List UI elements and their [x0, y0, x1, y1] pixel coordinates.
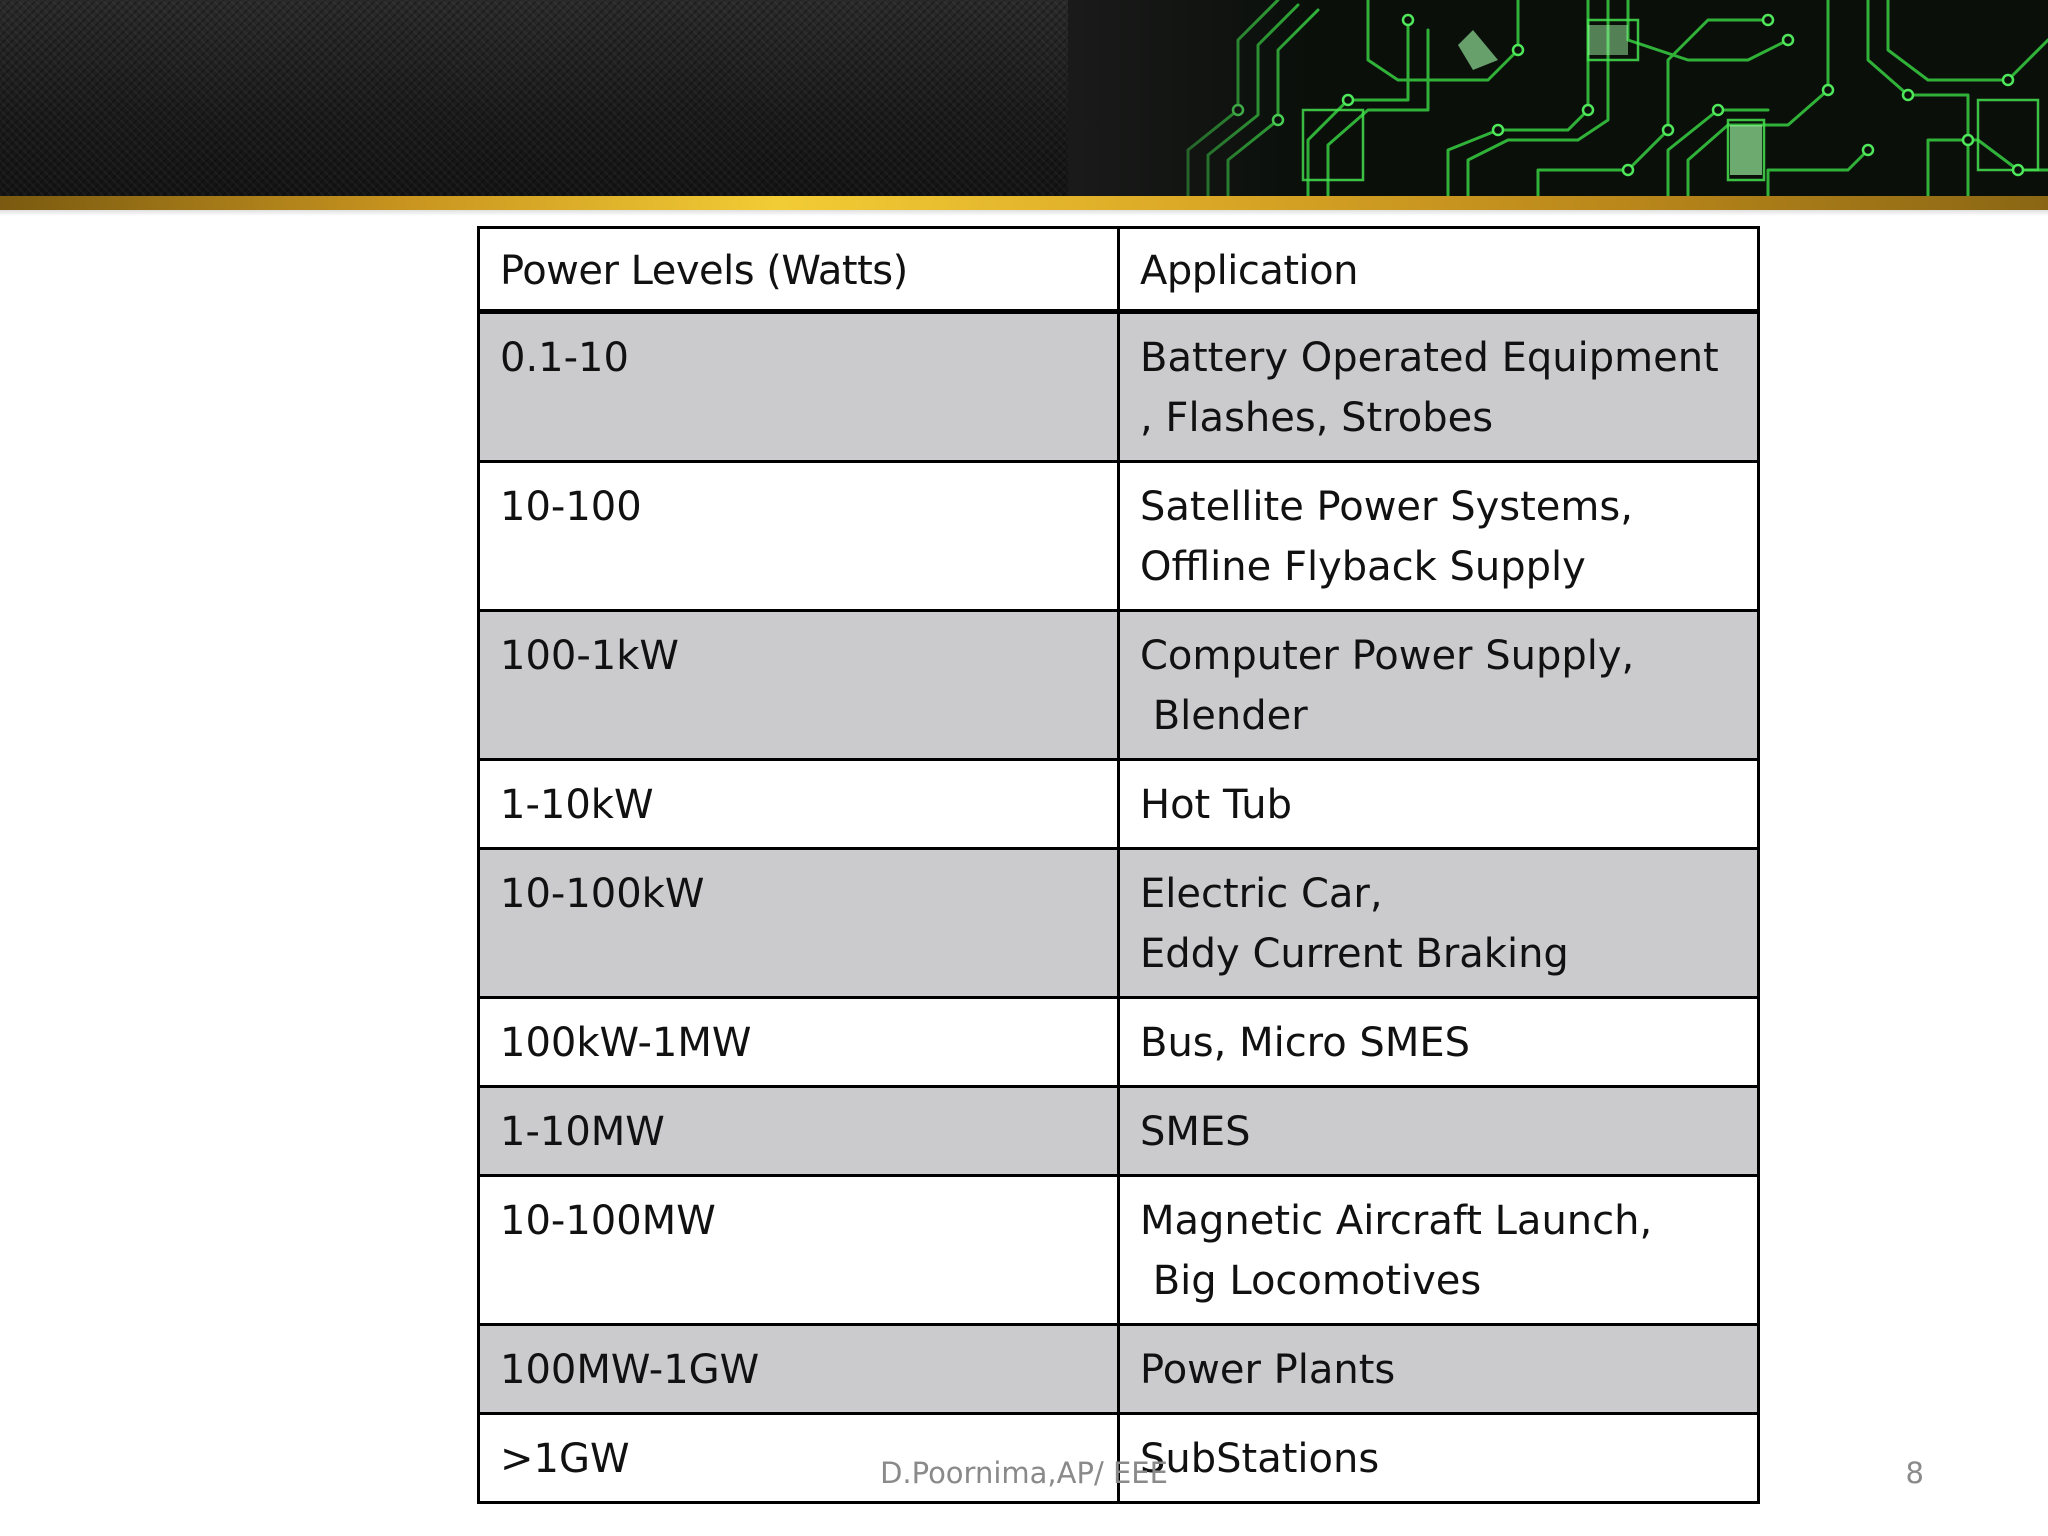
table-row [479, 611, 1759, 760]
application-line: SMES [1140, 1109, 1251, 1155]
application-cell [1119, 462, 1759, 611]
table-row [479, 312, 1759, 462]
application-line: Big Locomotives [1140, 1258, 1482, 1304]
application-line: Satellite Power Systems, [1140, 484, 1633, 530]
application-cell [1119, 1325, 1759, 1414]
application-line: SubStations [1140, 1436, 1380, 1482]
application-line: , Flashes, Strobes [1140, 395, 1494, 441]
table-header-row [479, 228, 1759, 312]
application-cell [1119, 1176, 1759, 1325]
header-banner [0, 0, 2048, 196]
power-level-cell: 0.1-10 [479, 312, 1119, 462]
application-line: Offline Flyback Supply [1140, 544, 1586, 590]
table-row [479, 998, 1759, 1087]
application-line: Eddy Current Braking [1140, 931, 1569, 977]
power-level-cell: 1-10MW [479, 1087, 1119, 1176]
power-level-cell: >1GW [479, 1414, 1119, 1503]
power-level-cell: 100kW-1MW [479, 998, 1119, 1087]
application-line: Computer Power Supply, [1140, 633, 1635, 679]
table-row [479, 849, 1759, 998]
power-levels-table [477, 226, 1760, 1504]
footer-author: D.Poornima,AP/ EEE [880, 1456, 1168, 1490]
power-level-cell: 10-100kW [479, 849, 1119, 998]
table-row [479, 1087, 1759, 1176]
application-line: Bus, Micro SMES [1140, 1020, 1470, 1066]
power-level-cell: 100MW-1GW [479, 1325, 1119, 1414]
table-row [479, 1325, 1759, 1414]
application-cell [1119, 1087, 1759, 1176]
header-application: Application [1119, 228, 1759, 312]
application-line: Blender [1140, 693, 1308, 739]
power-level-cell: 100-1kW [479, 611, 1119, 760]
application-cell [1119, 760, 1759, 849]
application-line: Magnetic Aircraft Launch, [1140, 1198, 1653, 1244]
power-level-cell: 1-10kW [479, 760, 1119, 849]
application-cell [1119, 611, 1759, 760]
application-cell [1119, 849, 1759, 998]
slide-number: 8 [1905, 1456, 1924, 1490]
application-cell [1119, 998, 1759, 1087]
application-line: Hot Tub [1140, 782, 1293, 828]
table-row [479, 1176, 1759, 1325]
gold-accent-bar [0, 196, 2048, 210]
application-cell [1119, 312, 1759, 462]
table-row [479, 462, 1759, 611]
application-line: Electric Car, [1140, 871, 1383, 917]
table-row [479, 760, 1759, 849]
application-line: Battery Operated Equipment [1140, 335, 1719, 381]
header-power-levels: Power Levels (Watts) [479, 228, 1119, 312]
power-level-cell: 10-100 [479, 462, 1119, 611]
circuit-board-graphic [1068, 0, 2048, 196]
power-level-cell: 10-100MW [479, 1176, 1119, 1325]
application-line: Power Plants [1140, 1347, 1396, 1393]
